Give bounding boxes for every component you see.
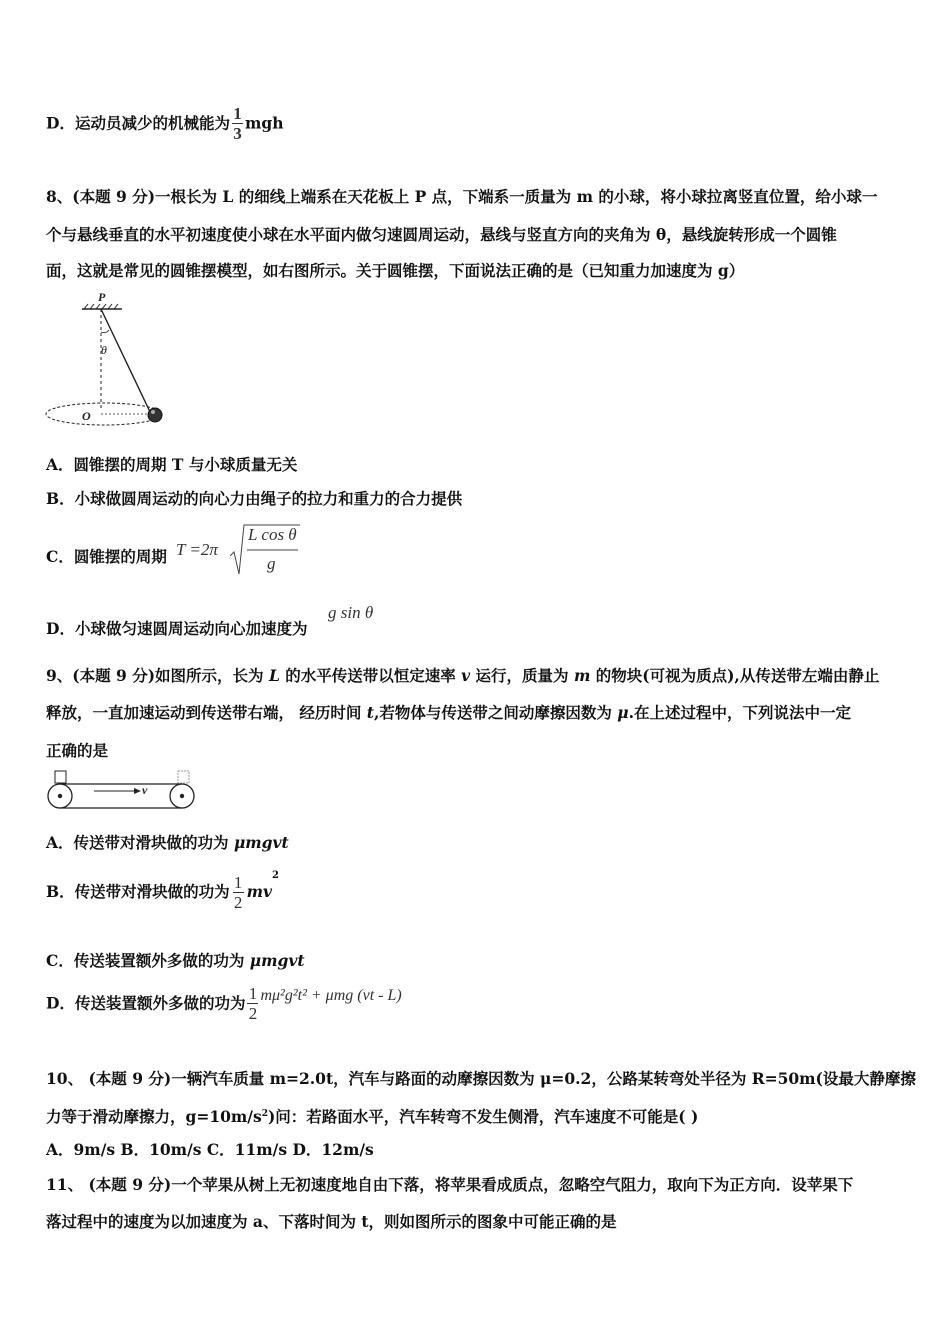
q9-stem-line3: 正确的是 xyxy=(46,741,109,760)
q10-stem-line2: 力等于滑动摩擦力，$g=10m/s^2$)问：若路面水平，汽车转弯不发生侧滑，汽车速度不可能是( ) xyxy=(46,1107,699,1127)
formula-mu-mgvt-c: μmgvt xyxy=(249,951,305,970)
formula-mv2: mv xyxy=(246,882,273,901)
q9-option-c: C．传送装置额外多做的功为 μmgvt xyxy=(46,951,305,970)
q7-option-d xyxy=(46,104,283,150)
conveyor-belt-figure xyxy=(44,768,198,812)
formula-l-cos-theta: L cos θ xyxy=(248,525,297,544)
q11-stem-line2: 落过程中的速度为以加速度为 a、下落时间为 t，则如图所示的图象中可能正确的是 xyxy=(46,1212,617,1231)
q10-stem-line1: 10、 (本题 9 分)一辆汽车质量 m=2.0t，汽车与路面的动摩擦因数为 μ=0.2，公路某转弯处半径为 R=50m(设最大静摩擦 xyxy=(46,1069,916,1088)
q10-options: A．9m/s B．10m/s C．11m/s D．12m/s xyxy=(46,1140,374,1159)
q9-option-a: A．传送带对滑块做的功为 μmgvt xyxy=(46,833,289,852)
q11-stem-line1: 11、 (本题 9 分)一个苹果从树上无初速度地自由下落，将苹果看成质点，忽略空气阻力，取向下为正方向．设苹果下 xyxy=(46,1175,854,1194)
q8-stem-line3: 面，这就是常见的圆锥摆模型，如右图所示。关于圆锥摆，下面说法正确的是（已知重力加速度为 g） xyxy=(46,261,745,280)
q8-option-a: A．圆锥摆的周期 T 与小球质量无关 xyxy=(46,455,298,474)
q9-stem-line1: 9、(本题 9 分)如图所示，长为 L 的水平传送带以恒定速率 v 运行，质量为 m 的物块(可视为质点),从传送带左端由静止 xyxy=(46,666,880,685)
label-o: O xyxy=(82,409,91,423)
q8-option-b: B．小球做圆周运动的向心力由绳子的拉力和重力的合力提供 xyxy=(46,489,463,508)
formula-g: g xyxy=(267,554,276,573)
q9-option-d: D．传送装置额外多做的功为 $\frac{1}{2}$ mμ²g²t² + μmg (vt - L) xyxy=(46,984,402,1023)
q9-option-b: B．传送带对滑块做的功为 $\frac{1}{2}$ $mv^2$ xyxy=(46,870,279,912)
q7-option-d-text: D．运动员减少的机械能为 xyxy=(46,113,230,133)
fraction-one-half-d: $\frac{1}{2}$ xyxy=(248,984,258,1023)
q8-option-d-text: D．小球做匀速圆周运动向心加速度为 xyxy=(46,619,308,638)
q8-stem-line1: 8、(本题 9 分)一根长为 L 的细线上端系在天花板上 P 点，下端系一质量为 m 的小球，将小球拉离竖直位置，给小球一 xyxy=(46,187,878,206)
formula-work-extra: mμ²g²t² + μmg (vt - L) xyxy=(260,986,402,1004)
formula-t-lhs: T =2π xyxy=(176,540,218,559)
q8-option-c-text: C．圆锥摆的周期 xyxy=(46,547,167,566)
formula-mu-mgvt: μmgvt xyxy=(233,833,289,852)
q7-option-d-mgh: mgh xyxy=(244,113,284,133)
label-theta: θ xyxy=(101,343,107,357)
conical-pendulum-figure xyxy=(44,290,170,428)
q8-option-c-formula xyxy=(176,522,306,578)
label-v: v xyxy=(142,783,148,797)
fraction-one-third: $\frac{1}{3}$ xyxy=(233,104,242,143)
q8-stem-line2: 个与悬线垂直的水平初速度使小球在水平面内做匀速圆周运动，悬线与竖直方向的夹角为 θ，悬线旋转形成一个圆锥 xyxy=(46,225,837,244)
q9-stem-line2: 释放，一直加速运动到传送带右端， 经历时间 t,若物体与传送带之间动摩擦因数为 μ.在上述过程中，下列说法中一定 xyxy=(46,703,852,722)
label-p: P xyxy=(98,290,106,304)
fraction-one-half: $\frac{1}{2}$ xyxy=(233,872,243,912)
formula-g-sin-theta: g sin θ xyxy=(328,603,374,622)
